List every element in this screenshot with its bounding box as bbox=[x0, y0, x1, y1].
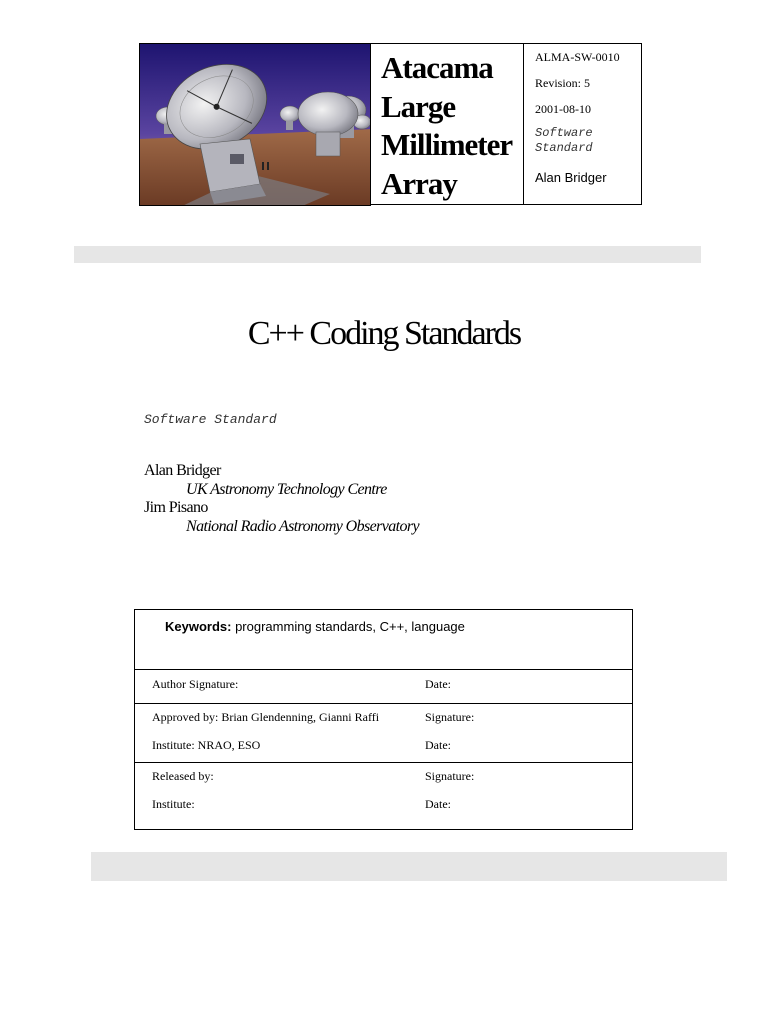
bottom-divider-bar bbox=[91, 852, 727, 881]
header-meta-block bbox=[523, 43, 642, 205]
approved-by-label: Approved by: Brian Glendenning, Gianni Raffi bbox=[152, 710, 380, 724]
alma-antenna-image bbox=[139, 43, 371, 206]
header-title-line-4: Array bbox=[381, 166, 457, 201]
doc-type-line-1: Software bbox=[535, 126, 593, 140]
released-signature-label: Signature: bbox=[425, 769, 475, 783]
author-signature-label: Author Signature: bbox=[152, 677, 239, 691]
table-divider bbox=[135, 703, 632, 704]
keywords-label: Keywords: bbox=[165, 619, 232, 634]
released-by-label: Released by: bbox=[152, 769, 214, 783]
approved-signature-label: Signature: bbox=[425, 710, 475, 724]
released-date-label: Date: bbox=[425, 797, 451, 811]
keywords-row bbox=[165, 619, 465, 634]
author-affiliation-2: National Radio Astronomy Observatory bbox=[186, 518, 420, 535]
released-institute-label: Institute: bbox=[152, 797, 195, 811]
doc-id: ALMA-SW-0010 bbox=[535, 50, 620, 64]
signature-table bbox=[134, 609, 633, 830]
header-title-line-1: Atacama bbox=[381, 50, 493, 85]
revision: Revision: 5 bbox=[535, 76, 591, 90]
approved-date-label: Date: bbox=[425, 738, 451, 752]
keywords-value: programming standards, C++, language bbox=[231, 619, 465, 634]
doc-date: 2001-08-10 bbox=[535, 102, 591, 116]
doc-type-line-2: Standard bbox=[535, 141, 593, 155]
author-affiliation-1: UK Astronomy Technology Centre bbox=[186, 481, 387, 498]
top-divider-bar bbox=[74, 246, 701, 263]
header-title-block bbox=[371, 43, 524, 205]
header-title-line-2: Large bbox=[381, 89, 456, 124]
header-title-line-3: Millimeter bbox=[381, 127, 513, 162]
author-name-2: Jim Pisano bbox=[144, 499, 208, 516]
document-title: C++ Coding Standards bbox=[247, 315, 521, 352]
approved-institute-label: Institute: NRAO, ESO bbox=[152, 738, 261, 752]
table-divider bbox=[135, 762, 632, 763]
table-divider bbox=[135, 669, 632, 670]
author-name-1: Alan Bridger bbox=[144, 462, 221, 479]
document-type: Software Standard bbox=[144, 412, 277, 427]
header-author: Alan Bridger bbox=[535, 170, 607, 185]
author-date-label: Date: bbox=[425, 677, 451, 691]
